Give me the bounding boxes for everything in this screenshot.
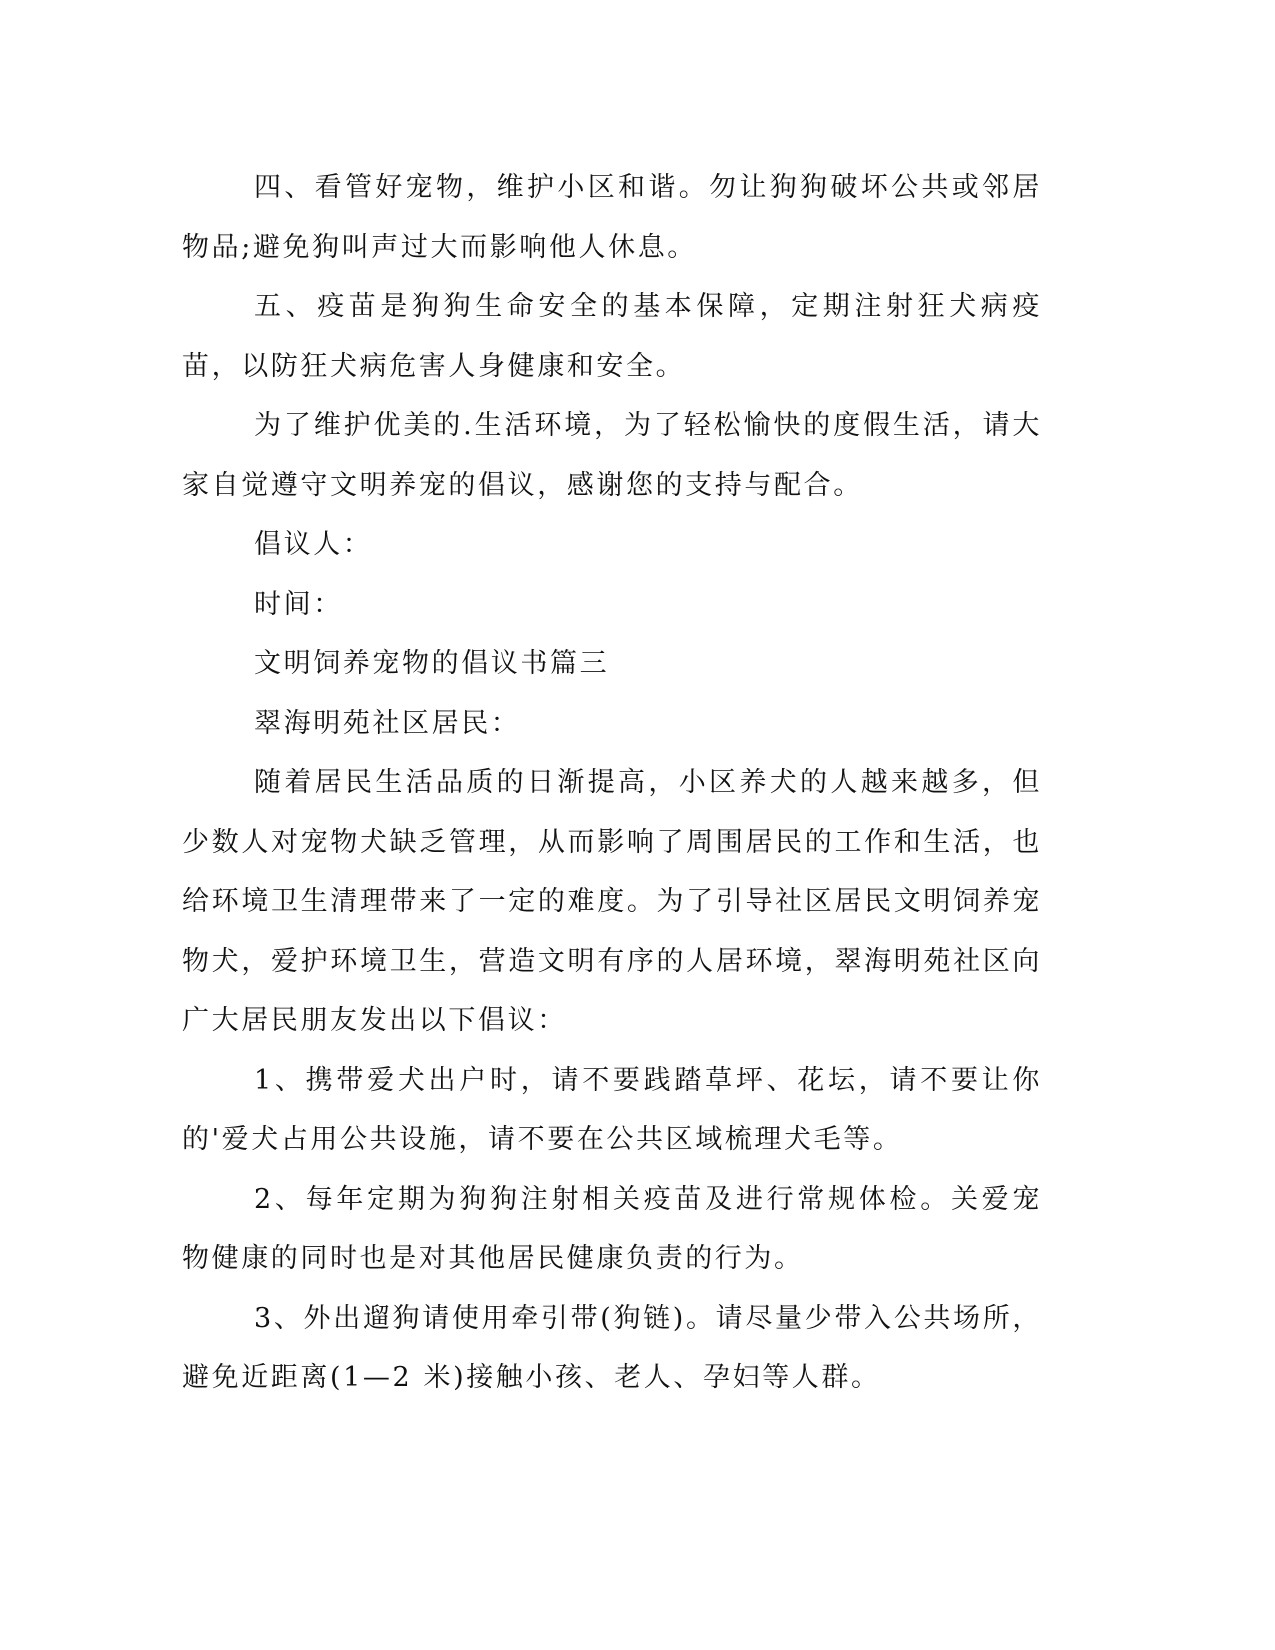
paragraph-item-four: 四、看管好宠物，维护小区和谐。勿让狗狗破坏公共或邻居物品;避免狗叫声过大而影响他人休息。 [182,172,1042,263]
proposal-item-1: 1、携带爱犬出户时，请不要践踏草坪、花坛，请不要让你的'爱犬占用公共设施，请不要在公共区域梳理犬毛等。 [182,1064,1042,1155]
proposal-item-2: 2、每年定期为狗狗注射相关疫苗及进行常规体检。关爱宠物健康的同时也是对其他居民健康负责的行为。 [182,1183,1042,1274]
intro-paragraph: 随着居民生活品质的日渐提高，小区养犬的人越来越多，但少数人对宠物犬缺乏管理，从而影响了周围居民的工作和生活，也给环境卫生清理带来了一定的难度。为了引导社区居民文明饲养宠物犬，爱护环境卫生，营造文明有序的人居环境，翠海明苑社区向广大居民朋友发出以下倡议： [182,767,1042,1036]
document-body [182,158,1042,1408]
date-label: 时间： [254,588,343,620]
salutation: 翠海明苑社区居民： [254,707,521,739]
proposal-item-3: 3、外出遛狗请使用牵引带(狗链)。请尽量少带入公共场所，避免近距离(1—2 米)接触小孩、老人、孕妇等人群。 [182,1302,1042,1393]
paragraph-item-five: 五、疫苗是狗狗生命安全的基本保障，定期注射狂犬病疫苗，以防狂犬病危害人身健康和安全。 [182,291,1042,382]
section-title: 文明饲养宠物的倡议书篇三 [254,648,610,679]
proposer-label: 倡议人： [254,529,373,560]
closing-paragraph: 为了维护优美的.生活环境，为了轻松愉快的度假生活，请大家自觉遵守文明养宠的倡议，感谢您的支持与配合。 [182,410,1042,501]
